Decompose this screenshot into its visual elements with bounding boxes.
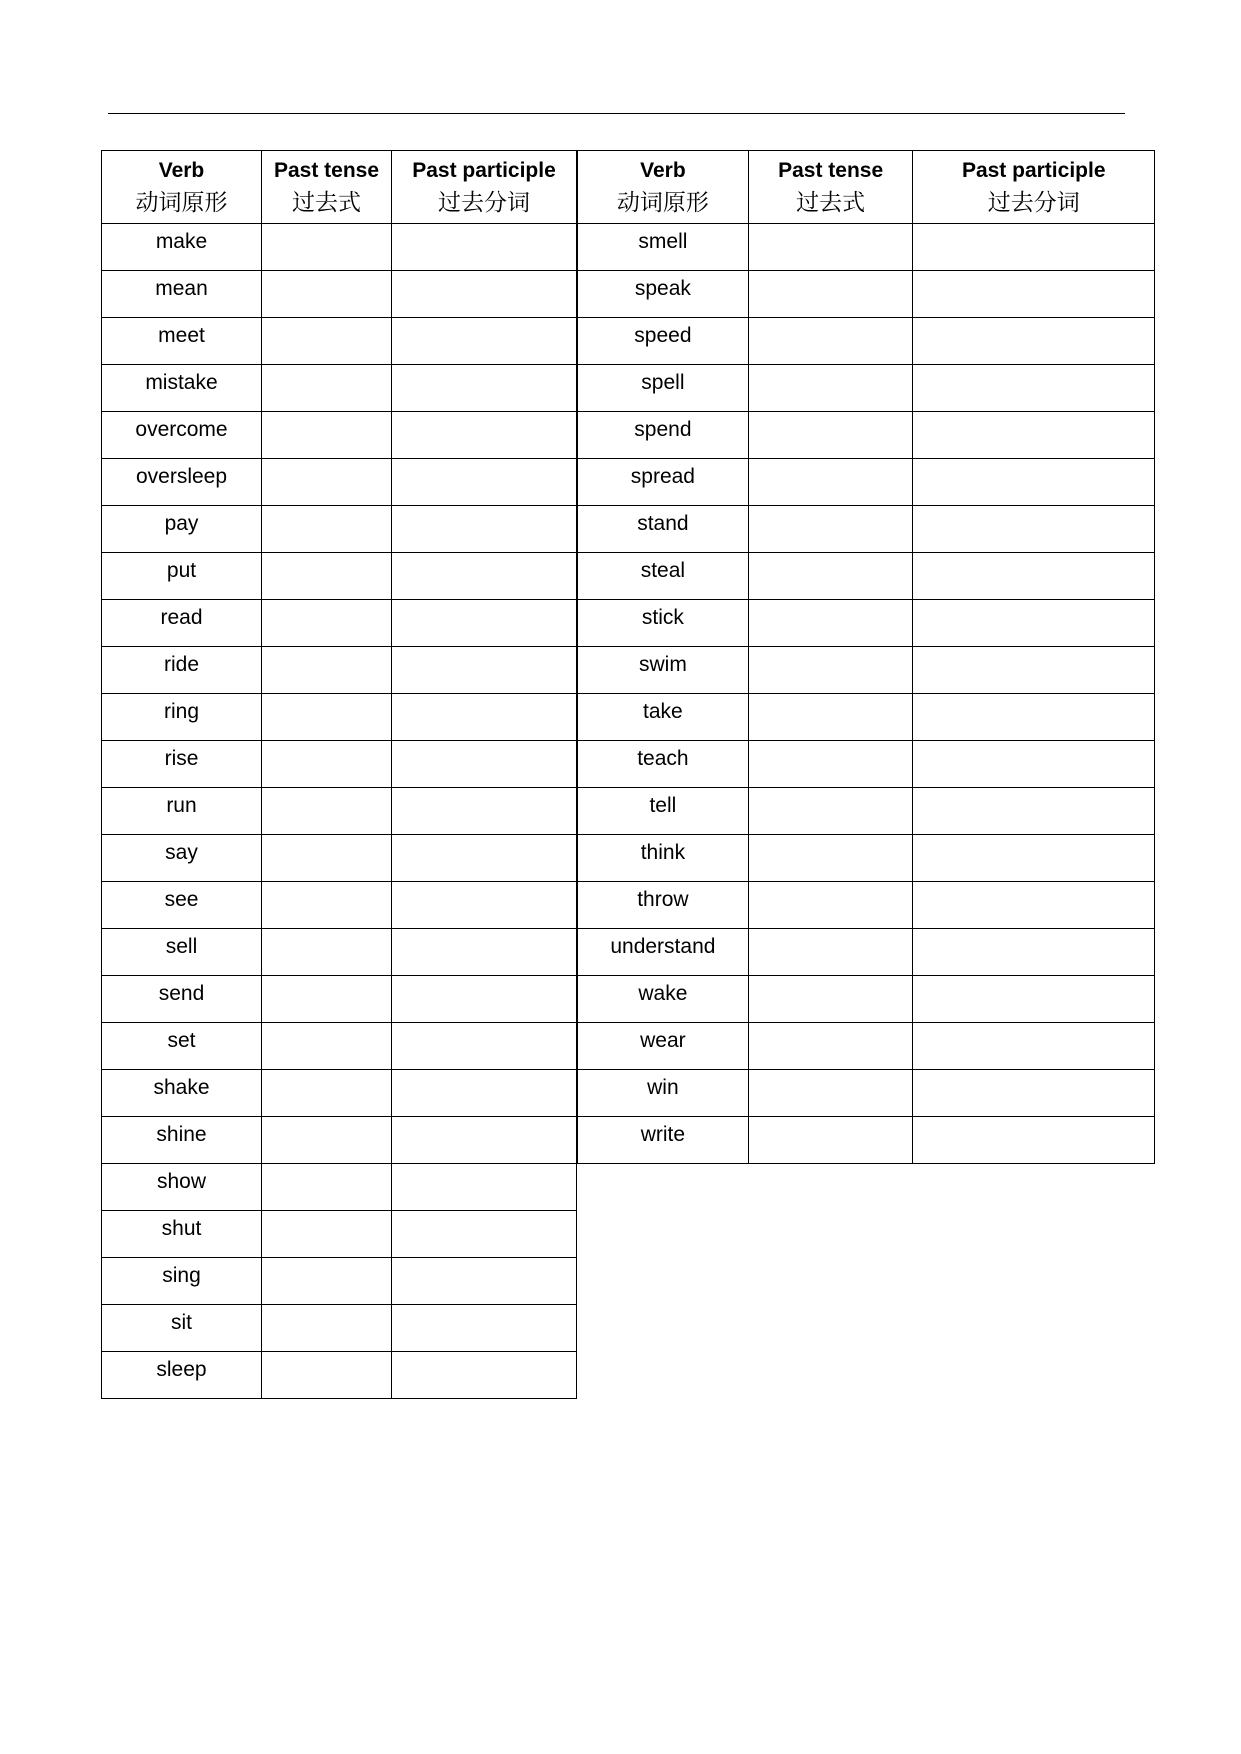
past-participle-blank[interactable] bbox=[913, 224, 1155, 271]
right-table-block bbox=[577, 150, 1155, 1164]
verb-cell: send bbox=[102, 976, 262, 1023]
left-table-row bbox=[102, 882, 577, 929]
right-table-row bbox=[578, 647, 1155, 694]
left-header-past-participle bbox=[392, 151, 577, 224]
verb-cell: shake bbox=[102, 1070, 262, 1117]
left-table-row bbox=[102, 929, 577, 976]
past-participle-blank[interactable] bbox=[392, 1211, 577, 1258]
left-table-row bbox=[102, 459, 577, 506]
top-rule bbox=[108, 113, 1125, 114]
right-header-past-participle bbox=[913, 151, 1155, 224]
verb-cell: spell bbox=[578, 365, 749, 412]
past-participle-blank[interactable] bbox=[392, 882, 577, 929]
verb-cell: mistake bbox=[102, 365, 262, 412]
right-table-row bbox=[578, 506, 1155, 553]
past-participle-blank[interactable] bbox=[392, 1258, 577, 1305]
past-tense-blank[interactable] bbox=[262, 1305, 392, 1352]
left-table-body bbox=[102, 224, 577, 1399]
header-verb-en: Verb bbox=[640, 159, 686, 182]
past-participle-blank[interactable] bbox=[913, 412, 1155, 459]
verb-cell: see bbox=[102, 882, 262, 929]
verb-cell: smell bbox=[578, 224, 749, 271]
past-participle-blank[interactable] bbox=[392, 412, 577, 459]
past-participle-blank[interactable] bbox=[913, 929, 1155, 976]
right-table-row bbox=[578, 694, 1155, 741]
past-tense-blank[interactable] bbox=[262, 271, 392, 318]
left-table-row bbox=[102, 976, 577, 1023]
past-participle-blank[interactable] bbox=[913, 647, 1155, 694]
verb-cell: put bbox=[102, 553, 262, 600]
past-tense-blank[interactable] bbox=[262, 1164, 392, 1211]
verb-cell: swim bbox=[578, 647, 749, 694]
verb-cell: say bbox=[102, 835, 262, 882]
past-tense-blank[interactable] bbox=[748, 459, 913, 506]
verb-cell: shut bbox=[102, 1211, 262, 1258]
past-participle-blank[interactable] bbox=[392, 1023, 577, 1070]
verb-cell: tell bbox=[578, 788, 749, 835]
right-table-row bbox=[578, 600, 1155, 647]
past-tense-blank[interactable] bbox=[748, 224, 913, 271]
right-table-row bbox=[578, 835, 1155, 882]
past-participle-blank[interactable] bbox=[913, 741, 1155, 788]
left-table-block bbox=[101, 150, 577, 1399]
left-table-row bbox=[102, 1211, 577, 1258]
left-table-row bbox=[102, 553, 577, 600]
past-tense-blank[interactable] bbox=[748, 882, 913, 929]
right-table-row bbox=[578, 1070, 1155, 1117]
past-tense-blank[interactable] bbox=[748, 1023, 913, 1070]
header-verb-en: Verb bbox=[158, 159, 205, 182]
header-past-tense-en: Past tense bbox=[273, 159, 380, 182]
left-table-row bbox=[102, 647, 577, 694]
verb-cell: think bbox=[578, 835, 749, 882]
verb-cell: spread bbox=[578, 459, 749, 506]
right-table-row bbox=[578, 224, 1155, 271]
right-header-past-tense bbox=[748, 151, 913, 224]
left-table-row bbox=[102, 1258, 577, 1305]
left-table-row bbox=[102, 1305, 577, 1352]
left-table-row bbox=[102, 1023, 577, 1070]
header-verb-zh: 动词原形 bbox=[135, 190, 228, 216]
verb-cell: win bbox=[578, 1070, 749, 1117]
past-tense-blank[interactable] bbox=[262, 412, 392, 459]
verb-cell: sit bbox=[102, 1305, 262, 1352]
left-table-row bbox=[102, 788, 577, 835]
past-tense-blank[interactable] bbox=[748, 600, 913, 647]
past-tense-blank[interactable] bbox=[748, 553, 913, 600]
past-tense-blank[interactable] bbox=[262, 600, 392, 647]
left-table-row bbox=[102, 1164, 577, 1211]
verb-cell: throw bbox=[578, 882, 749, 929]
past-participle-blank[interactable] bbox=[913, 506, 1155, 553]
verb-cell: spend bbox=[578, 412, 749, 459]
verb-cell: read bbox=[102, 600, 262, 647]
verb-cell: set bbox=[102, 1023, 262, 1070]
right-header-row bbox=[578, 151, 1155, 224]
past-participle-blank[interactable] bbox=[913, 694, 1155, 741]
header-past-participle-zh: 过去分词 bbox=[438, 190, 530, 216]
right-table-row bbox=[578, 741, 1155, 788]
past-participle-blank[interactable] bbox=[913, 1070, 1155, 1117]
verb-worksheet bbox=[101, 150, 1155, 1430]
past-participle-blank[interactable] bbox=[913, 365, 1155, 412]
verb-cell: teach bbox=[578, 741, 749, 788]
past-participle-blank[interactable] bbox=[392, 1164, 577, 1211]
past-participle-blank[interactable] bbox=[392, 929, 577, 976]
left-table-row bbox=[102, 694, 577, 741]
left-table-row bbox=[102, 224, 577, 271]
past-participle-blank[interactable] bbox=[392, 976, 577, 1023]
past-tense-blank[interactable] bbox=[262, 1070, 392, 1117]
past-participle-blank[interactable] bbox=[392, 224, 577, 271]
verb-cell: speak bbox=[578, 271, 749, 318]
left-table-row bbox=[102, 600, 577, 647]
past-tense-blank[interactable] bbox=[262, 1023, 392, 1070]
verb-cell: meet bbox=[102, 318, 262, 365]
past-tense-blank[interactable] bbox=[262, 1352, 392, 1399]
past-tense-blank[interactable] bbox=[262, 835, 392, 882]
past-tense-blank[interactable] bbox=[262, 1211, 392, 1258]
past-participle-blank[interactable] bbox=[913, 459, 1155, 506]
past-participle-blank[interactable] bbox=[913, 1117, 1155, 1164]
past-tense-blank[interactable] bbox=[262, 1258, 392, 1305]
past-tense-blank[interactable] bbox=[748, 835, 913, 882]
left-table-row bbox=[102, 835, 577, 882]
right-table-row bbox=[578, 1023, 1155, 1070]
past-participle-blank[interactable] bbox=[392, 741, 577, 788]
left-table-row bbox=[102, 506, 577, 553]
past-tense-blank[interactable] bbox=[262, 459, 392, 506]
past-participle-blank[interactable] bbox=[392, 1070, 577, 1117]
left-table-row bbox=[102, 412, 577, 459]
left-table-row bbox=[102, 1070, 577, 1117]
verb-cell: make bbox=[102, 224, 262, 271]
past-tense-blank[interactable] bbox=[748, 929, 913, 976]
left-table-row bbox=[102, 1117, 577, 1164]
right-table-body bbox=[578, 224, 1155, 1164]
past-participle-blank[interactable] bbox=[392, 459, 577, 506]
verb-cell: wear bbox=[578, 1023, 749, 1070]
left-table-row bbox=[102, 1352, 577, 1399]
past-tense-blank[interactable] bbox=[262, 976, 392, 1023]
past-tense-blank[interactable] bbox=[262, 1117, 392, 1164]
past-tense-blank[interactable] bbox=[262, 694, 392, 741]
past-participle-blank[interactable] bbox=[392, 1305, 577, 1352]
verb-cell: understand bbox=[578, 929, 749, 976]
past-participle-blank[interactable] bbox=[392, 600, 577, 647]
left-table-row bbox=[102, 365, 577, 412]
verb-cell: shine bbox=[102, 1117, 262, 1164]
past-tense-blank[interactable] bbox=[748, 365, 913, 412]
past-participle-blank[interactable] bbox=[913, 882, 1155, 929]
past-participle-blank[interactable] bbox=[392, 553, 577, 600]
left-table-row bbox=[102, 271, 577, 318]
header-past-tense-zh: 过去式 bbox=[796, 190, 866, 216]
header-past-tense-zh: 过去式 bbox=[292, 190, 361, 216]
past-tense-blank[interactable] bbox=[262, 882, 392, 929]
left-table-row bbox=[102, 741, 577, 788]
verb-cell: stick bbox=[578, 600, 749, 647]
right-table-row bbox=[578, 459, 1155, 506]
verb-cell: ride bbox=[102, 647, 262, 694]
past-tense-blank[interactable] bbox=[748, 694, 913, 741]
right-table-row bbox=[578, 929, 1155, 976]
past-tense-blank[interactable] bbox=[748, 647, 913, 694]
header-verb-zh: 动词原形 bbox=[616, 190, 709, 216]
past-participle-blank[interactable] bbox=[913, 318, 1155, 365]
verb-cell: speed bbox=[578, 318, 749, 365]
past-tense-blank[interactable] bbox=[262, 553, 392, 600]
past-participle-blank[interactable] bbox=[392, 835, 577, 882]
past-tense-blank[interactable] bbox=[262, 365, 392, 412]
past-participle-blank[interactable] bbox=[913, 271, 1155, 318]
header-past-participle-en: Past participle bbox=[961, 159, 1106, 182]
left-header-past-tense bbox=[262, 151, 392, 224]
past-participle-blank[interactable] bbox=[913, 600, 1155, 647]
verb-cell: overcome bbox=[102, 412, 262, 459]
verb-cell: wake bbox=[578, 976, 749, 1023]
past-participle-blank[interactable] bbox=[913, 788, 1155, 835]
verb-cell: run bbox=[102, 788, 262, 835]
past-tense-blank[interactable] bbox=[262, 929, 392, 976]
right-header-verb bbox=[578, 151, 749, 224]
verb-cell: mean bbox=[102, 271, 262, 318]
past-participle-blank[interactable] bbox=[392, 647, 577, 694]
verb-cell: show bbox=[102, 1164, 262, 1211]
left-header-verb bbox=[102, 151, 262, 224]
verb-cell: pay bbox=[102, 506, 262, 553]
past-tense-blank[interactable] bbox=[748, 506, 913, 553]
right-verb-table bbox=[577, 150, 1155, 1164]
right-table-row bbox=[578, 882, 1155, 929]
verb-cell: stand bbox=[578, 506, 749, 553]
past-participle-blank[interactable] bbox=[913, 553, 1155, 600]
past-tense-blank[interactable] bbox=[262, 647, 392, 694]
verb-cell: sing bbox=[102, 1258, 262, 1305]
past-tense-blank[interactable] bbox=[262, 318, 392, 365]
past-participle-blank[interactable] bbox=[392, 506, 577, 553]
verb-cell: ring bbox=[102, 694, 262, 741]
past-tense-blank[interactable] bbox=[262, 506, 392, 553]
past-participle-blank[interactable] bbox=[913, 976, 1155, 1023]
header-past-tense-en: Past tense bbox=[778, 159, 884, 182]
right-table-row bbox=[578, 788, 1155, 835]
left-verb-table bbox=[101, 150, 577, 1399]
past-participle-blank[interactable] bbox=[913, 835, 1155, 882]
past-participle-blank[interactable] bbox=[392, 271, 577, 318]
left-header-row bbox=[102, 151, 577, 224]
past-tense-blank[interactable] bbox=[748, 788, 913, 835]
past-tense-blank[interactable] bbox=[748, 412, 913, 459]
past-participle-blank[interactable] bbox=[392, 694, 577, 741]
verb-cell: write bbox=[578, 1117, 749, 1164]
past-participle-blank[interactable] bbox=[913, 1023, 1155, 1070]
right-table-row bbox=[578, 553, 1155, 600]
past-participle-blank[interactable] bbox=[392, 1117, 577, 1164]
right-table-row bbox=[578, 318, 1155, 365]
past-participle-blank[interactable] bbox=[392, 1352, 577, 1399]
verb-cell: rise bbox=[102, 741, 262, 788]
past-participle-blank[interactable] bbox=[392, 365, 577, 412]
right-table-row bbox=[578, 976, 1155, 1023]
past-tense-blank[interactable] bbox=[748, 318, 913, 365]
past-tense-blank[interactable] bbox=[748, 271, 913, 318]
past-tense-blank[interactable] bbox=[748, 741, 913, 788]
verb-cell: take bbox=[578, 694, 749, 741]
past-tense-blank[interactable] bbox=[262, 788, 392, 835]
past-participle-blank[interactable] bbox=[392, 318, 577, 365]
right-table-row bbox=[578, 412, 1155, 459]
verb-cell: steal bbox=[578, 553, 749, 600]
right-table-row bbox=[578, 365, 1155, 412]
right-table-row bbox=[578, 1117, 1155, 1164]
past-participle-blank[interactable] bbox=[392, 788, 577, 835]
past-tense-blank[interactable] bbox=[748, 1070, 913, 1117]
past-tense-blank[interactable] bbox=[748, 976, 913, 1023]
past-tense-blank[interactable] bbox=[748, 1117, 913, 1164]
left-table-row bbox=[102, 318, 577, 365]
header-past-participle-zh: 过去分词 bbox=[987, 190, 1080, 216]
verb-cell: oversleep bbox=[102, 459, 262, 506]
header-past-participle-en: Past participle bbox=[412, 159, 556, 182]
past-tense-blank[interactable] bbox=[262, 224, 392, 271]
past-tense-blank[interactable] bbox=[262, 741, 392, 788]
verb-cell: sleep bbox=[102, 1352, 262, 1399]
right-table-row bbox=[578, 271, 1155, 318]
verb-cell: sell bbox=[102, 929, 262, 976]
